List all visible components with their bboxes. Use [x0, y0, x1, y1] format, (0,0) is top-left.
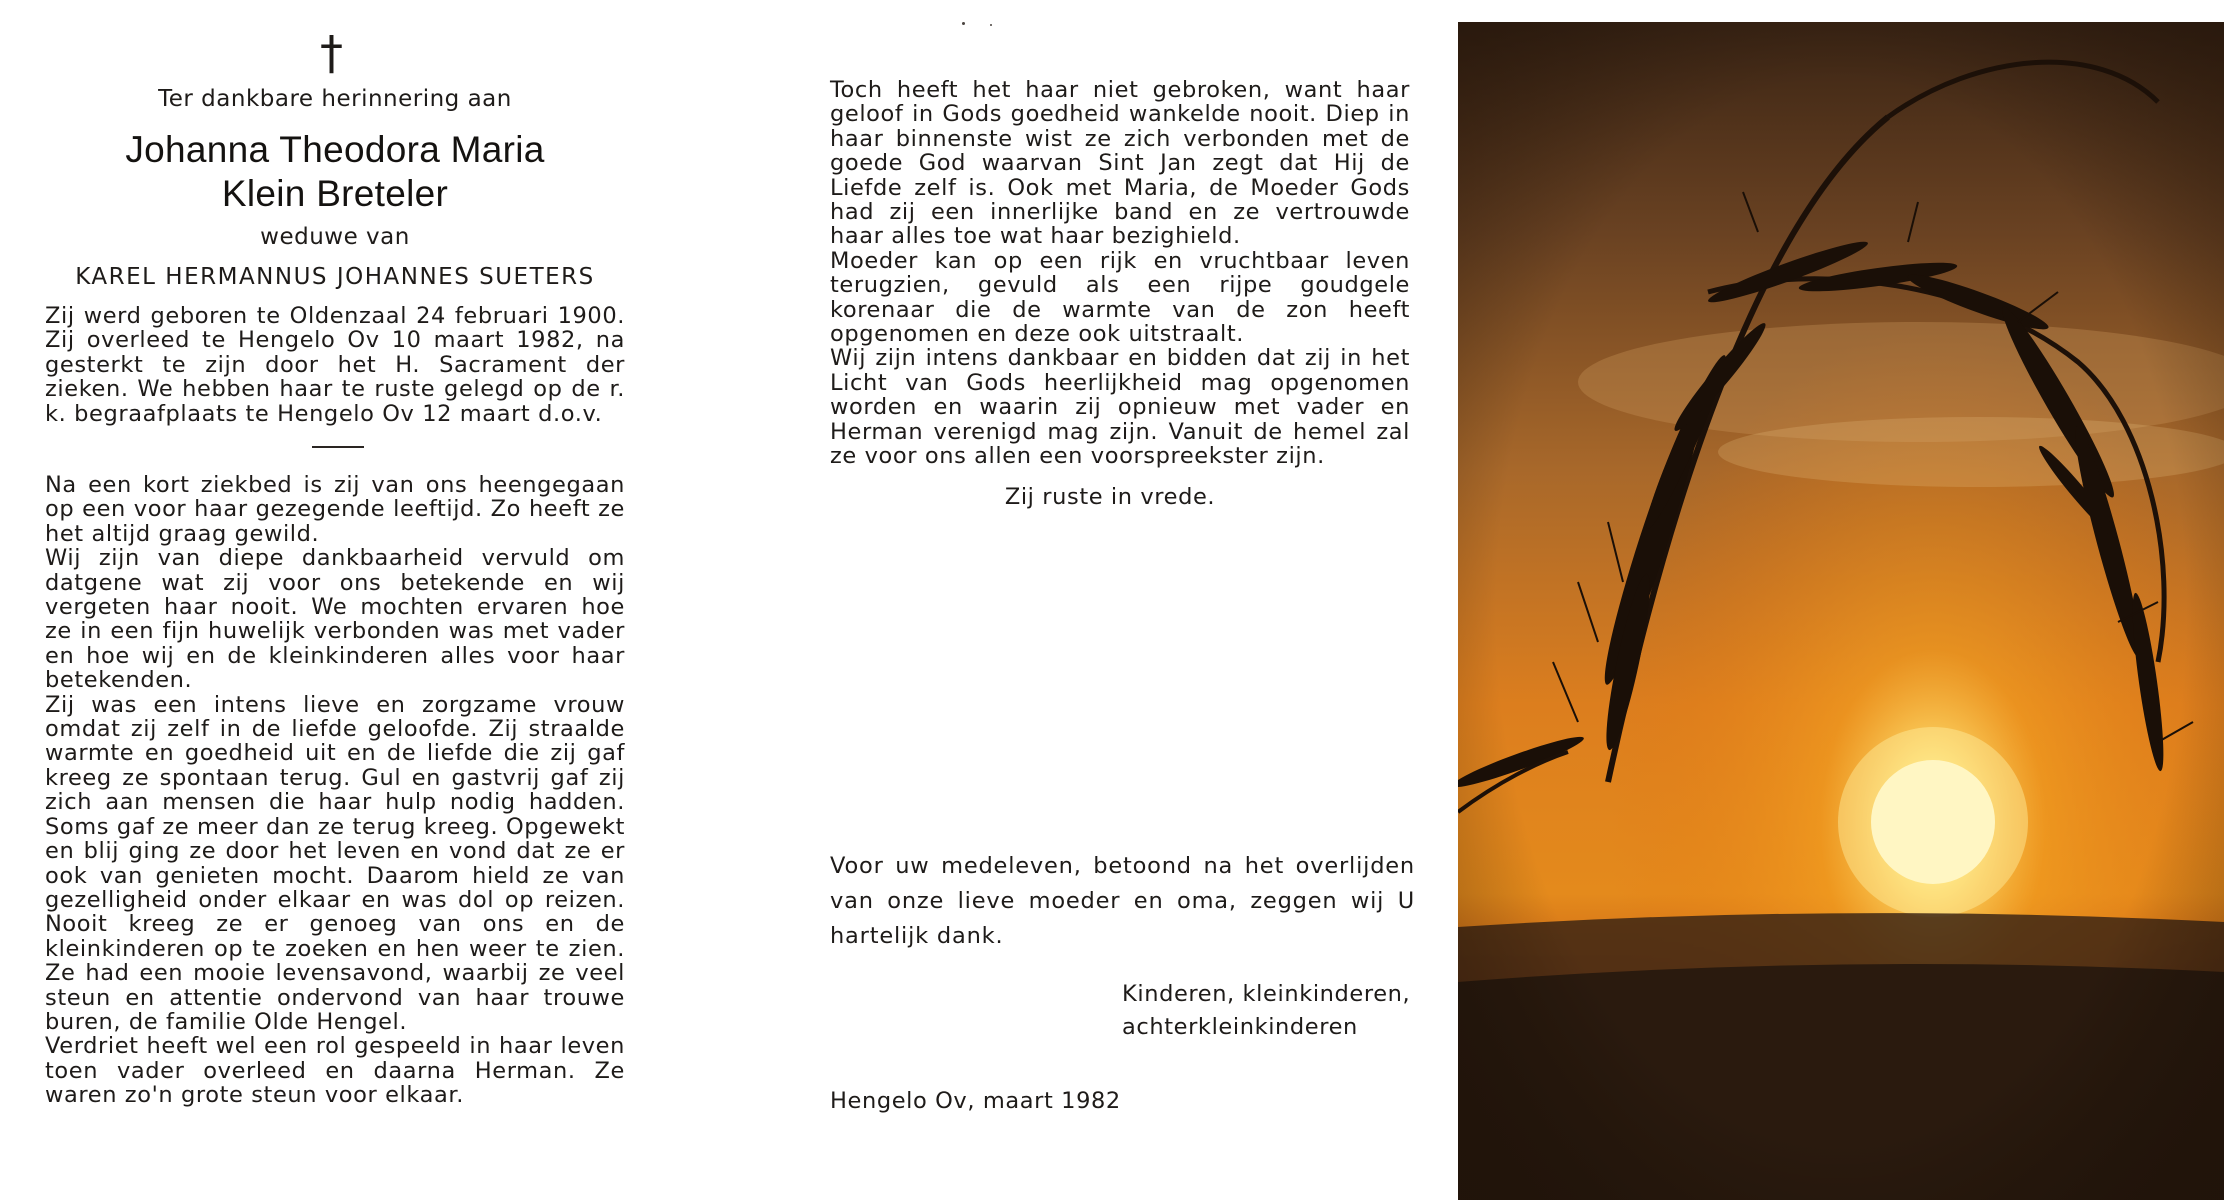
faith-paragraph: Wij zijn intens dankbaar en bidden dat zij in het Licht van Gods heerlijkheid mag opgenomen worden en waarin zij opnieuw met vader en Herman verenigd mag zijn. Vanuit de hemel zal ze voor ons allen een voorspreekster zijn. [830, 345, 1410, 470]
faith-paragraph: Moeder kan op een rijk en vruchtbaar leven terugzien, gevuld als een rijpe goudgele korenaar die de warmte van de zon heeft opgenomen en deze ook uitstraalt. [830, 247, 1410, 348]
faith-text [830, 78, 1410, 469]
signers-line: Kinderen, kleinkinderen, [1122, 981, 1411, 1007]
thanks-text: Voor uw medeleven, betoond na het overlijden van onze lieve moeder en oma, zeggen wij U hartelijk dank. [830, 853, 1415, 949]
intro-text: Ter dankbare herinnering aan [158, 86, 512, 112]
sunset-illustration [1458, 22, 2224, 1200]
life-paragraph: Na een kort ziekbed is zij van ons heengegaan op een voor haar gezegende leeftijd. Zo heeft ze het altijd graag gewild. [45, 472, 625, 547]
deceased-name-last: Klein Breteler [221, 173, 449, 214]
life-story-text [45, 473, 625, 1108]
birth-death-paragraph: Zij werd geboren te Oldenzaal 24 februari 1900. Zij overleed te Hengelo Ov 10 maart 1982, na gesterkt te zijn door het H. Sacrament der zieken. We hebben haar te ruste gelegd op de r. k. begraafplaats te Hengelo Ov 12 maart d.o.v. [45, 303, 625, 427]
widow-of-text: weduwe van [260, 224, 410, 250]
life-paragraph: Zij was een intens lieve en zorgzame vrouw omdat zij zelf in de liefde geloofde. Zij straalde warmte en goedheid uit en de liefde die zij gaf kreeg ze spontaan terug. Gul en gastvrij gaf zij zich aan mensen die haar hulp nodig hadden. Soms gaf ze meer dan ze terug kreeg. Opgewekt en blij ging ze door het leven en vond dat ze er ook van genieten mocht. Daarom hield ze van gezelligheid onder elkaar en was dol op reizen. Nooit kreeg ze er genoeg van ons en de kleinkinderen op te zoeken en hen weer te zien. Ze had een mooie levensavond, waarbij ze veel steun en attentie ondervond van haar trouwe buren, de familie Olde Hengel. [45, 691, 625, 1035]
place-date: Hengelo Ov, maart 1982 [830, 1088, 1121, 1114]
signers-line: achterkleinkinderen [1122, 1014, 1358, 1040]
husband-name: KAREL HERMANNUS JOHANNES SUETERS [75, 264, 595, 290]
cross-icon: † [320, 26, 343, 80]
birth-death-details [45, 304, 625, 426]
paper-speck [990, 24, 992, 26]
rest-in-peace-text: Zij ruste in vrede. [1004, 484, 1216, 510]
signers [1122, 978, 1410, 1044]
deceased-name-first: Johanna Theodora Maria [125, 129, 545, 170]
card-left-page [0, 0, 700, 1200]
sunset-wheat-photo [1458, 22, 2224, 1200]
faith-paragraph: Toch heeft het haar niet gebroken, want haar geloof in Gods goedheid wankelde nooit. Diep in haar binnenste wist ze zich verbonden met de goede God waarvan Sint Jan zegt dat Hij de Liefde zelf is. Ook met Maria, de Moeder Gods had zij een innerlijke band en ze vertrouwde haar alles toe wat haar bezighield. [830, 77, 1410, 250]
life-paragraph: Wij zijn van diepe dankbaarheid vervuld om datgene wat zij voor ons betekende en wij vergeten haar nooit. We mochten ervaren hoe ze in een fijn huwelijk verbonden was met vader en hoe wij en de kleinkinderen alles voor haar betekenden. [45, 545, 625, 694]
separator-line [312, 446, 364, 448]
paper-speck [962, 22, 965, 25]
life-paragraph: Verdriet heeft wel een rol gespeeld in haar leven toen vader overleed en daarna Herman. Ze waren zo'n grote steun voor elkaar. [45, 1033, 625, 1109]
